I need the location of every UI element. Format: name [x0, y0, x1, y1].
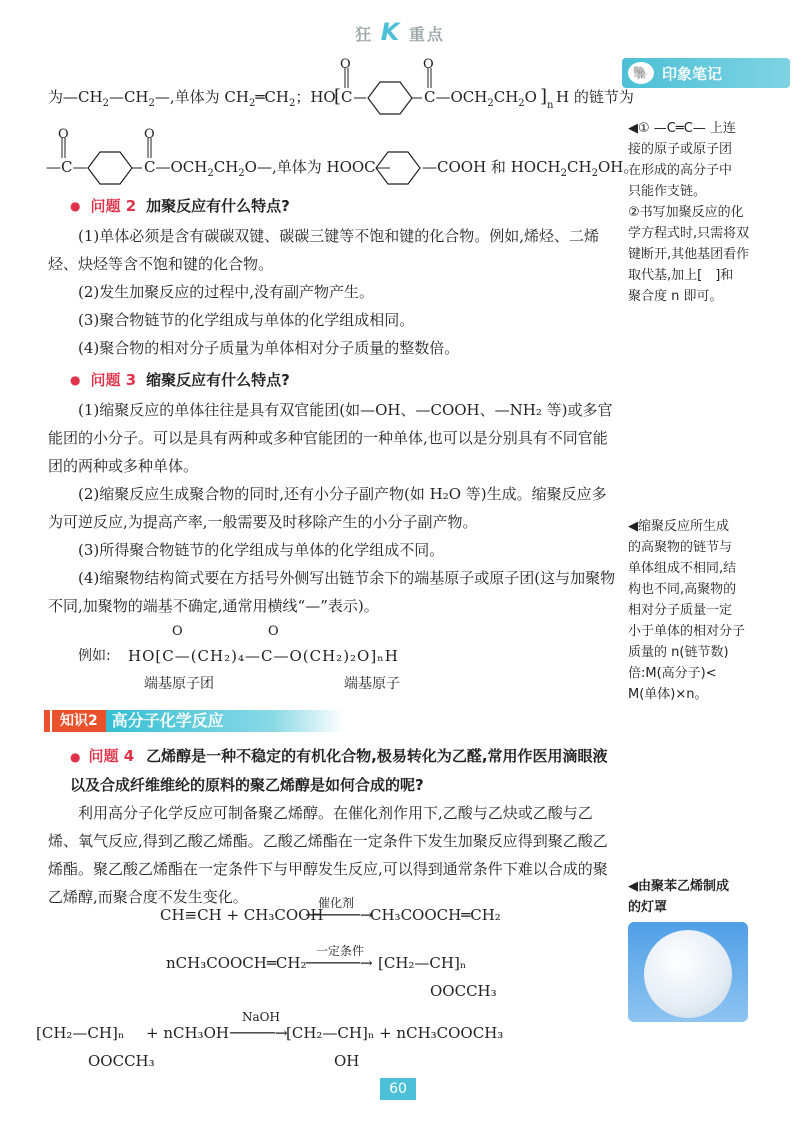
example-o2: O	[268, 624, 279, 639]
note2-line: 相对分子质量一定	[628, 603, 733, 618]
question-2	[48, 192, 620, 220]
side-note-3	[628, 876, 788, 918]
eq3-right: [CH₂—CH]ₙ + nCH₃COOCH₃	[286, 1024, 504, 1042]
q2-p1: (1)单体必须是含有碳碳双键、碳碳三键等不饱和键的化合物。例如,烯烃、二烯烃、炔烃等含不饱和键的化合物。	[48, 227, 600, 273]
svg-text:为—CH2—CH2—,单体为 CH2═CH2；HO	[48, 88, 336, 109]
q3-p2: (2)缩聚反应生成聚合物的同时,还有小分子副产物(如 H₂O 等)生成。缩聚反应多为可逆反应,为提高产率,一般需要及时移除产生的小分子副产物。	[48, 485, 607, 531]
f1-sub2: 2	[148, 98, 155, 109]
section-knowledge-2	[44, 708, 620, 734]
note1-line: 在形成的高分子中	[628, 163, 733, 178]
lampshade-sphere	[644, 930, 732, 1018]
end-group-left: 端基原子团	[144, 676, 214, 692]
example-formula: HO[C—(CH₂)₄—C—O(CH₂)₂O]ₙH	[128, 647, 399, 665]
side-note-1	[628, 118, 788, 307]
f1-sub3: 2	[248, 98, 256, 109]
q2-label: 问题 2	[90, 197, 137, 215]
eq2-sub: OOCCH₃	[430, 982, 497, 1000]
q4-label: 问题 4	[88, 747, 135, 765]
q3-p3: (3)所得聚合物链节的化学组成与单体的化学组成不同。	[78, 541, 445, 559]
page-header	[0, 18, 800, 46]
q2-p4: (4)聚合物的相对分子质量为单体相对分子质量的整数倍。	[78, 339, 460, 357]
q3-label: 问题 3	[90, 371, 137, 389]
f1-j: H 的链节为	[556, 88, 634, 106]
eq2-right: [CH₂—CH]ₙ	[378, 954, 467, 972]
q4-p1: 利用高分子化学反应可制备聚乙烯醇。在催化剂作用下,乙酸与乙炔或乙酸与乙烯、氧气反应,得到乙酸乙烯酯。乙酸乙烯酯在一定条件下发生加聚反应得到聚乙酸乙烯酯。聚乙酸乙烯酯在一定条件下与甲醇发生反应,可以得到通常条件下难以合成的聚乙烯醇,而聚合度不发生变化。	[48, 804, 608, 906]
notes-title: 印象笔记	[662, 64, 723, 83]
question-3	[48, 366, 620, 394]
header-k-logo: K	[380, 18, 402, 46]
note2-line: 构也不同,高聚物的	[628, 582, 737, 597]
f1-sub4: 2	[288, 98, 296, 109]
note2-line: 的高聚物的链节与	[628, 540, 733, 555]
notes-banner	[622, 58, 790, 88]
note1-line: 学方程式时,只需将双	[628, 226, 750, 241]
main-content	[48, 188, 620, 911]
bullet-icon: ●	[70, 373, 81, 387]
note3-line: ◀由聚苯乙烯制成	[628, 879, 729, 894]
eq3-right-sub: OH	[334, 1052, 360, 1070]
f2-o2: O	[144, 127, 155, 142]
f1-sub1: 2	[102, 98, 109, 109]
note1-line: 聚合度 n 即可。	[628, 289, 723, 304]
note2-line: 单体组成不相同,结	[628, 561, 737, 576]
lampshade-photo	[628, 922, 748, 1022]
example-o1: O	[172, 624, 183, 639]
note3-line: 的灯罩	[628, 900, 668, 915]
section-tag-bar	[44, 710, 50, 732]
f1-o2: O	[423, 57, 434, 72]
equation-1: CH≡CH + CH₃COOH 催化剂 ──────→ CH₃COOCH═CH₂	[160, 896, 501, 924]
eq2-left: nCH₃COOCH═CH₂	[166, 954, 307, 972]
example-prefix: 例如:	[78, 648, 111, 664]
example-block	[48, 620, 620, 698]
q3-p4: (4)缩聚物结构简式要在方括号外侧写出链节余下的端基原子或原子团(这与加聚物不同,加聚物的端基不确定,通常用横线“—”表示)。	[48, 569, 616, 615]
q2-p3: (3)聚合物链节的化学组成与单体的化学组成相同。	[78, 311, 415, 329]
eq3-mid: + nCH₃OH	[146, 1024, 229, 1042]
f1-b: —CH	[108, 88, 149, 106]
note2-line: 质量的 n(链节数)	[628, 645, 729, 660]
bullet-icon: ●	[70, 750, 81, 764]
end-group-right: 端基原子	[344, 676, 400, 692]
note1-line: 取代基,加上[ ]和	[628, 268, 734, 283]
f1-g: $C—OCH_2CH_2O$	[424, 88, 537, 109]
f1-n: n	[547, 100, 554, 111]
eq3-left-sub: OOCCH₃	[88, 1052, 155, 1070]
f1-o1: O	[340, 57, 351, 72]
note1-line: 接的原子或原子团	[628, 142, 733, 157]
page-number: 60	[380, 1078, 416, 1100]
elephant-icon: 🐘	[628, 62, 654, 84]
f2-a: —C—	[46, 158, 88, 176]
section-tag: 知识2	[52, 710, 106, 732]
eq1-left: CH≡CH + CH₃COOH	[160, 906, 324, 924]
bullet-icon: ●	[70, 199, 81, 213]
eq2-cond: 一定条件	[316, 944, 365, 958]
eq3-cond: NaOH	[242, 1010, 280, 1024]
eq1-cond: 催化剂	[318, 896, 355, 910]
f1-a: 为—CH	[48, 88, 103, 106]
note2-line: ◀缩聚反应所生成	[628, 519, 729, 534]
note2-line: 倍:M(高分子)<	[628, 666, 717, 681]
equations-block	[36, 896, 620, 1080]
header-left: 狂	[355, 25, 374, 44]
section-title: 高分子化学反应	[106, 710, 344, 732]
f2-o1: O	[58, 127, 69, 142]
equation-3: [CH₂—CH]ₙ OOCCH₃ + nCH₃OH NaOH ─────→ [CH₂—CH]ₙ + nCH₃COOCH₃ OH	[36, 1010, 504, 1070]
note1-line: ②书写加聚反应的化	[628, 205, 744, 220]
f1-d: ═CH	[255, 88, 289, 106]
q3-p1: (1)缩聚反应的单体往往是具有双官能团(如—OH、—COOH、—NH₂ 等)或多官能团的小分子。可以是具有两种或多种官能团的一种单体,也可以是分别具有不同官能团的两种或多种单体。	[48, 401, 613, 475]
top-formula-svg	[44, 57, 639, 188]
question-4	[48, 742, 620, 799]
eq3-left: [CH₂—CH]ₙ	[36, 1024, 125, 1042]
f1-c: —,单体为 CH	[154, 88, 249, 106]
note2-line: M(单体)×n。	[628, 687, 708, 702]
q3-title: 缩聚反应有什么特点?	[146, 371, 290, 389]
equation-2: nCH₃COOCH═CH₂ 一定条件 ──────→ [CH₂—CH]ₙ OOCCH₃	[166, 944, 497, 1000]
q4-title: 乙烯醇是一种不稳定的有机化合物,极易转化为乙醛,常用作医用滴眼液以及合成纤维维纶的原料的聚乙烯醇是如何合成的呢?	[70, 747, 608, 794]
header-right: 重点	[408, 25, 445, 44]
f2-e: —COOH 和 $HOCH_2CH_2OH$。	[422, 158, 639, 179]
f1-e: ；HO	[295, 88, 336, 106]
note2-line: 小于单体的相对分子	[628, 624, 746, 639]
note1-line: ◀① —C═C— 上连	[628, 121, 736, 136]
eq1-right: CH₃COOCH═CH₂	[370, 906, 501, 924]
svg-text:[: [	[334, 86, 342, 107]
f2-b: $C—OCH_2CH_2O—$,单体为 HOOC—	[144, 158, 391, 179]
f1-f: C	[341, 88, 353, 106]
side-note-2	[628, 516, 788, 705]
note1-line: 键断开,其他基团看作	[628, 247, 750, 262]
q2-p2: (2)发生加聚反应的过程中,没有副产物产生。	[78, 283, 375, 301]
q2-title: 加聚反应有什么特点?	[146, 197, 290, 215]
note1-line: 只能作支链。	[628, 184, 707, 199]
svg-text:]: ]	[540, 86, 548, 107]
